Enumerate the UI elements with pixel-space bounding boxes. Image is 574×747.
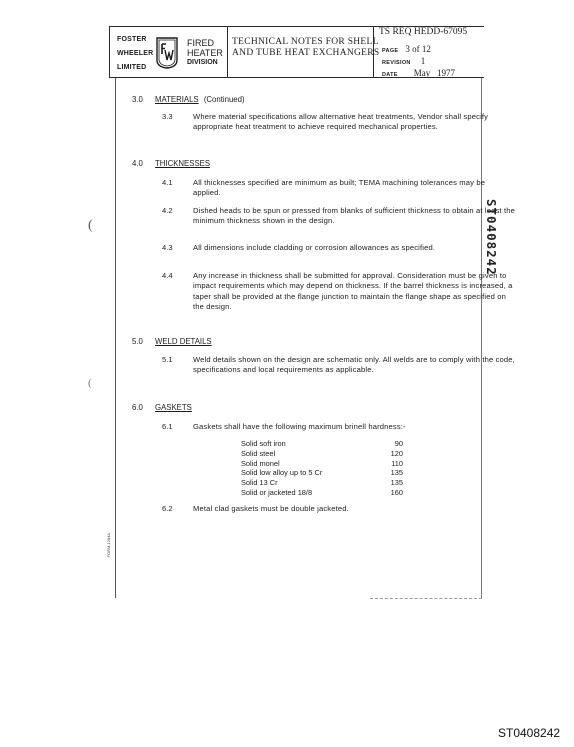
company-name: FOSTER WHEELER LIMITED bbox=[117, 36, 154, 71]
table-row: Solid or jacketed 18/8 160 bbox=[241, 487, 403, 497]
item-text: Metal clad gaskets must be double jacketed. bbox=[193, 504, 349, 513]
bottom-dashed-rule bbox=[370, 598, 482, 599]
item-number: 5.1 bbox=[162, 355, 173, 364]
scan-mark: ( bbox=[88, 218, 93, 233]
item-text: Gaskets shall have the following maximum brinell hardness:- bbox=[193, 422, 406, 431]
item-text: All dimensions include cladding or corrosion allowances as specified. bbox=[193, 243, 436, 252]
table-row: Solid soft iron 90 bbox=[241, 439, 403, 448]
item-number: 3.3 bbox=[162, 112, 173, 121]
date-field: DATE May 1977 bbox=[382, 68, 456, 78]
table-row: Solid 13 Cr 135 bbox=[241, 478, 403, 488]
foster-wheeler-logo bbox=[156, 36, 178, 69]
item-text: Any increase in thickness shall be submitted for approval. Consideration must be given to impact requirements which may depend on thickness. If the barrel thickness is increased, a taper shall be provided at the flange junction to maintain the flange shape as specified on the design. bbox=[193, 271, 513, 312]
header-divider-1 bbox=[227, 26, 228, 78]
right-margin-rule bbox=[481, 78, 482, 598]
item-number: 4.4 bbox=[162, 271, 173, 280]
section-heading: 6.0 GASKETS bbox=[132, 403, 192, 412]
document-title: TECHNICAL NOTES FOR SHELL AND TUBE HEAT EXCHANGERS bbox=[232, 37, 380, 58]
table-row: Solid steel 120 bbox=[241, 448, 403, 458]
header-left-rule bbox=[109, 26, 110, 78]
item-text: All thicknesses specified are minimum as built; TEMA machining tolerances may be applied. bbox=[193, 178, 486, 198]
table-row: Solid monel 110 bbox=[241, 458, 403, 468]
revision-field: REVISION 1 bbox=[382, 56, 426, 66]
item-text: Dished heads to be spun or pressed from blanks of sufficient thickness to obtain at least the minimum thickness shown in the design. bbox=[193, 206, 515, 226]
item-text: Weld details shown on the design are schematic only. All welds are to comply with the code, specifications and local requirements as applicable. bbox=[193, 355, 515, 375]
scan-mark: ( bbox=[88, 377, 92, 389]
left-margin-rule bbox=[115, 78, 116, 598]
item-number: 4.2 bbox=[162, 206, 173, 215]
form-number: FORM 1284A bbox=[106, 533, 111, 558]
section-heading: 4.0 THICKNESSES bbox=[132, 159, 211, 168]
table-row: Solid low alloy up to 5 Cr 135 bbox=[241, 468, 403, 478]
section-heading: 3.0 MATERIALS (Continued) bbox=[132, 95, 245, 104]
reference-number: TS REQ HEDD-67095 bbox=[379, 27, 468, 37]
division-name: FIRED HEATER DIVISION bbox=[187, 38, 223, 66]
section-heading: 5.0 WELD DETAILS bbox=[132, 337, 212, 346]
item-number: 4.1 bbox=[162, 178, 173, 187]
document-id: ST0408242 bbox=[498, 726, 561, 740]
item-number: 6.1 bbox=[162, 422, 173, 431]
page-field: PAGE 3 of 12 bbox=[382, 44, 431, 54]
item-number: 6.2 bbox=[162, 504, 173, 513]
hardness-table bbox=[241, 439, 403, 498]
item-text: Where material specifications allow alternative heat treatments, Vendor shall specify appropriate heat treatment to achieve required mechanical properties. bbox=[193, 112, 489, 132]
side-stamp-number: ST0408242 bbox=[484, 199, 499, 276]
item-number: 4.3 bbox=[162, 243, 173, 252]
